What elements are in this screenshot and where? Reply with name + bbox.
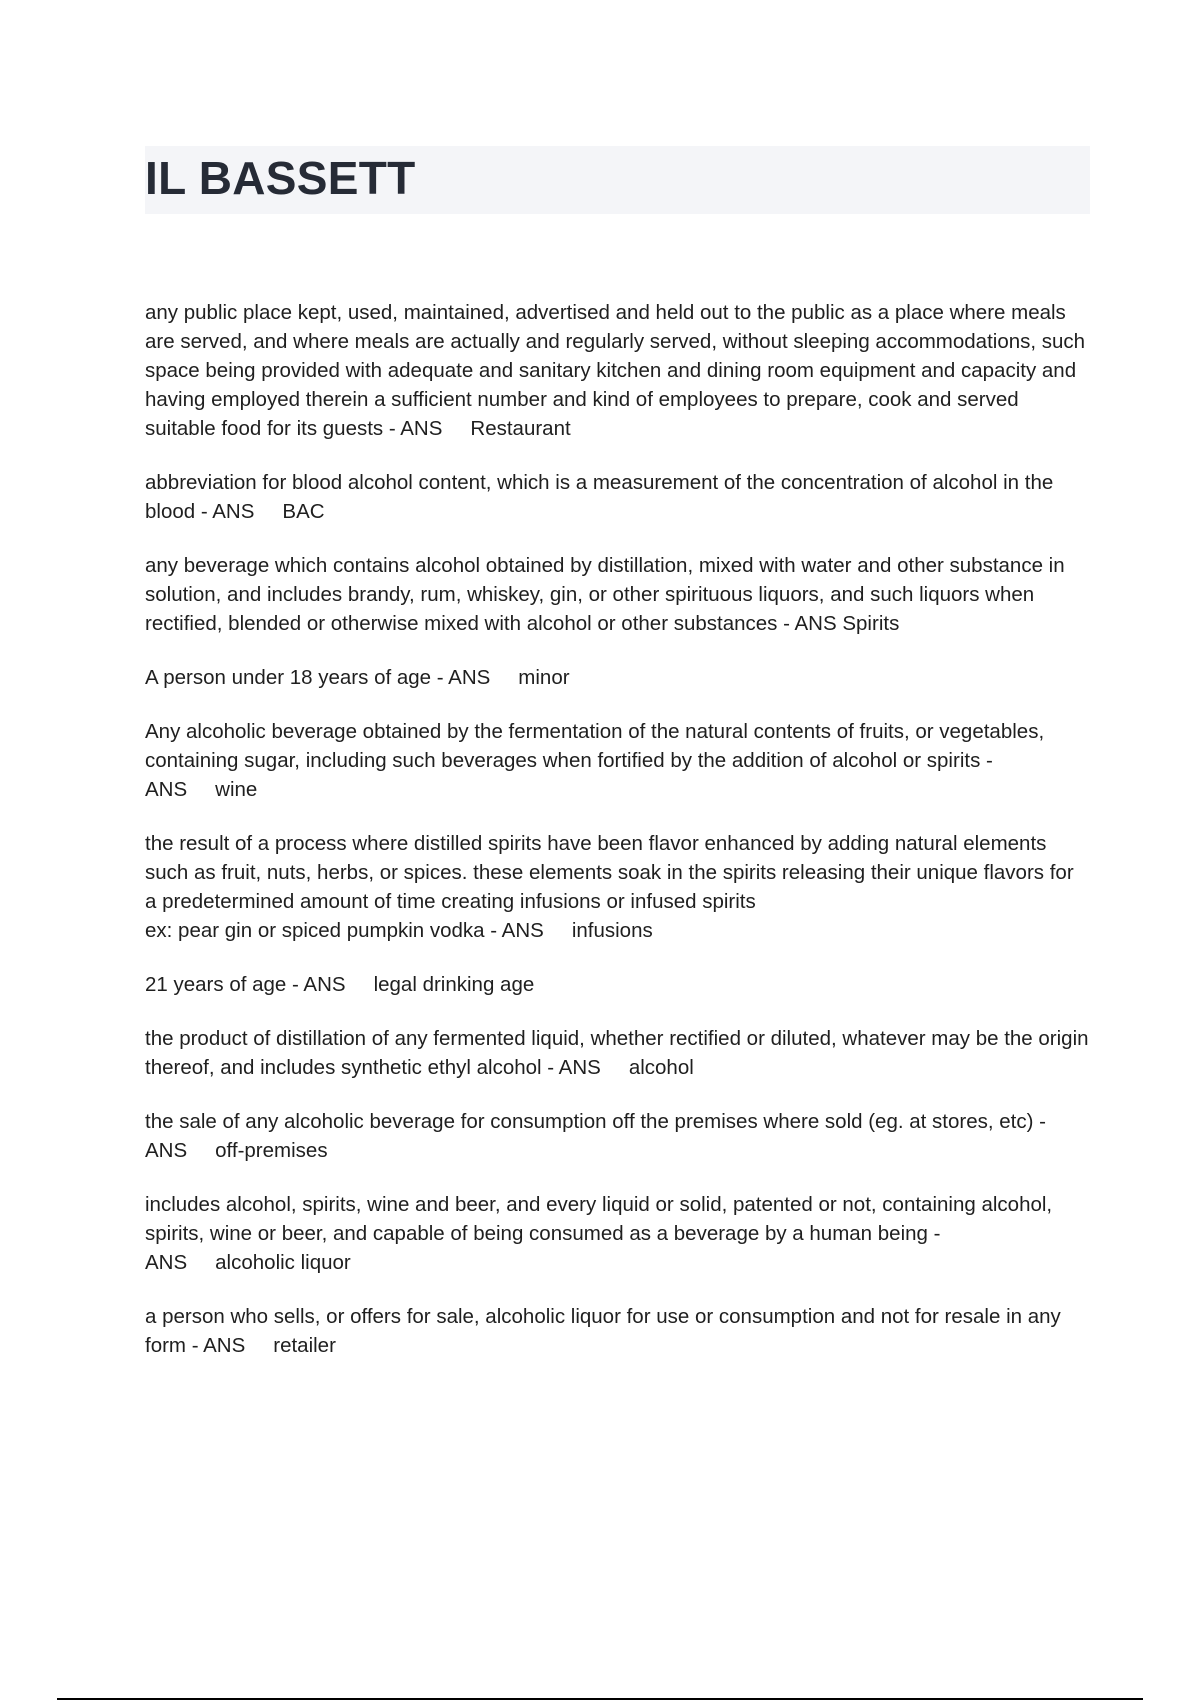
flashcard-entry	[145, 970, 1090, 999]
entry-question: includes alcohol, spirits, wine and beer, and every liquid or solid, patented or not, containing alcohol, spirits, wine or beer, and capable of being consumed as a beverage by a human being - ANS	[145, 1193, 1058, 1274]
entry-answer: infusions	[571, 919, 653, 942]
entry-answer: alcoholic liquor	[215, 1251, 351, 1274]
flashcard-entry	[145, 551, 1090, 638]
document-title: IL BASSETT	[145, 152, 416, 204]
entry-answer: off-premises	[215, 1139, 328, 1162]
entry-answer: legal drinking age	[373, 973, 535, 996]
entry-answer: retailer	[273, 1334, 336, 1357]
entry-question: the product of distillation of any fermented liquid, whether rectified or diluted, whatever may be the origin thereof, and includes synthetic ethyl alcohol - ANS	[145, 1027, 1095, 1079]
flashcard-entry	[145, 1190, 1090, 1277]
entry-question: A person under 18 years of age - ANS	[145, 666, 491, 689]
entry-question: abbreviation for blood alcohol content, which is a measurement of the concentration of alcohol in the blood - ANS	[145, 471, 1059, 523]
entry-question: Any alcoholic beverage obtained by the fermentation of the natural contents of fruits, or vegetables, containing sugar, including such beverages when fortified by the addition of alcohol or spirits - ANS	[145, 720, 1050, 801]
entry-question: any public place kept, used, maintained, advertised and held out to the public as a place where meals are served, and where meals are actually and regularly served, without sleeping accommodations, such space being provided with adequate and sanitary kitchen and dining room equipment and capacity and having employed therein a sufficient number and kind of employees to prepare, cook and served suitable food for its guests - ANS	[145, 301, 1091, 440]
entry-answer: BAC	[282, 500, 325, 523]
flashcard-entry	[145, 1302, 1090, 1360]
entry-question: 21 years of age - ANS	[145, 973, 346, 996]
entry-answer: minor	[518, 666, 570, 689]
entry-question: the result of a process where distilled spirits have been flavor enhanced by adding natural elements such as fruit, nuts, herbs, or spices. these elements soak in the spirits releasing their unique flavors for a predetermined amount of time creating infusions or infused spirits ex: pear gin or spiced pumpkin vodka - ANS	[145, 832, 1074, 942]
title-banner	[145, 146, 1090, 214]
entry-question: a person who sells, or offers for sale, alcoholic liquor for use or consumption and not for resale in any form - ANS	[145, 1305, 1067, 1357]
flashcard-entry	[145, 298, 1090, 443]
flashcard-entry	[145, 663, 1090, 692]
flashcard-list	[145, 298, 1095, 1385]
flashcard-entry	[145, 1024, 1095, 1082]
entry-question: any beverage which contains alcohol obtained by distillation, mixed with water and other substance in solution, and includes brandy, rum, whiskey, gin, or other spirituous liquors, and such liquors when rectified, blended or otherwise mixed with alcohol or other substances - ANS	[145, 554, 1071, 635]
flashcard-entry	[145, 468, 1090, 526]
flashcard-entry	[145, 717, 1090, 804]
flashcard-entry	[145, 829, 1090, 945]
flashcard-entry	[145, 1107, 1090, 1165]
entry-question: the sale of any alcoholic beverage for consumption off the premises where sold (eg. at stores, etc) - ANS	[145, 1110, 1051, 1162]
entry-answer: Spirits	[842, 612, 900, 635]
entry-answer: alcohol	[628, 1056, 694, 1079]
entry-answer: Restaurant	[470, 417, 571, 440]
entry-answer: wine	[215, 778, 258, 801]
